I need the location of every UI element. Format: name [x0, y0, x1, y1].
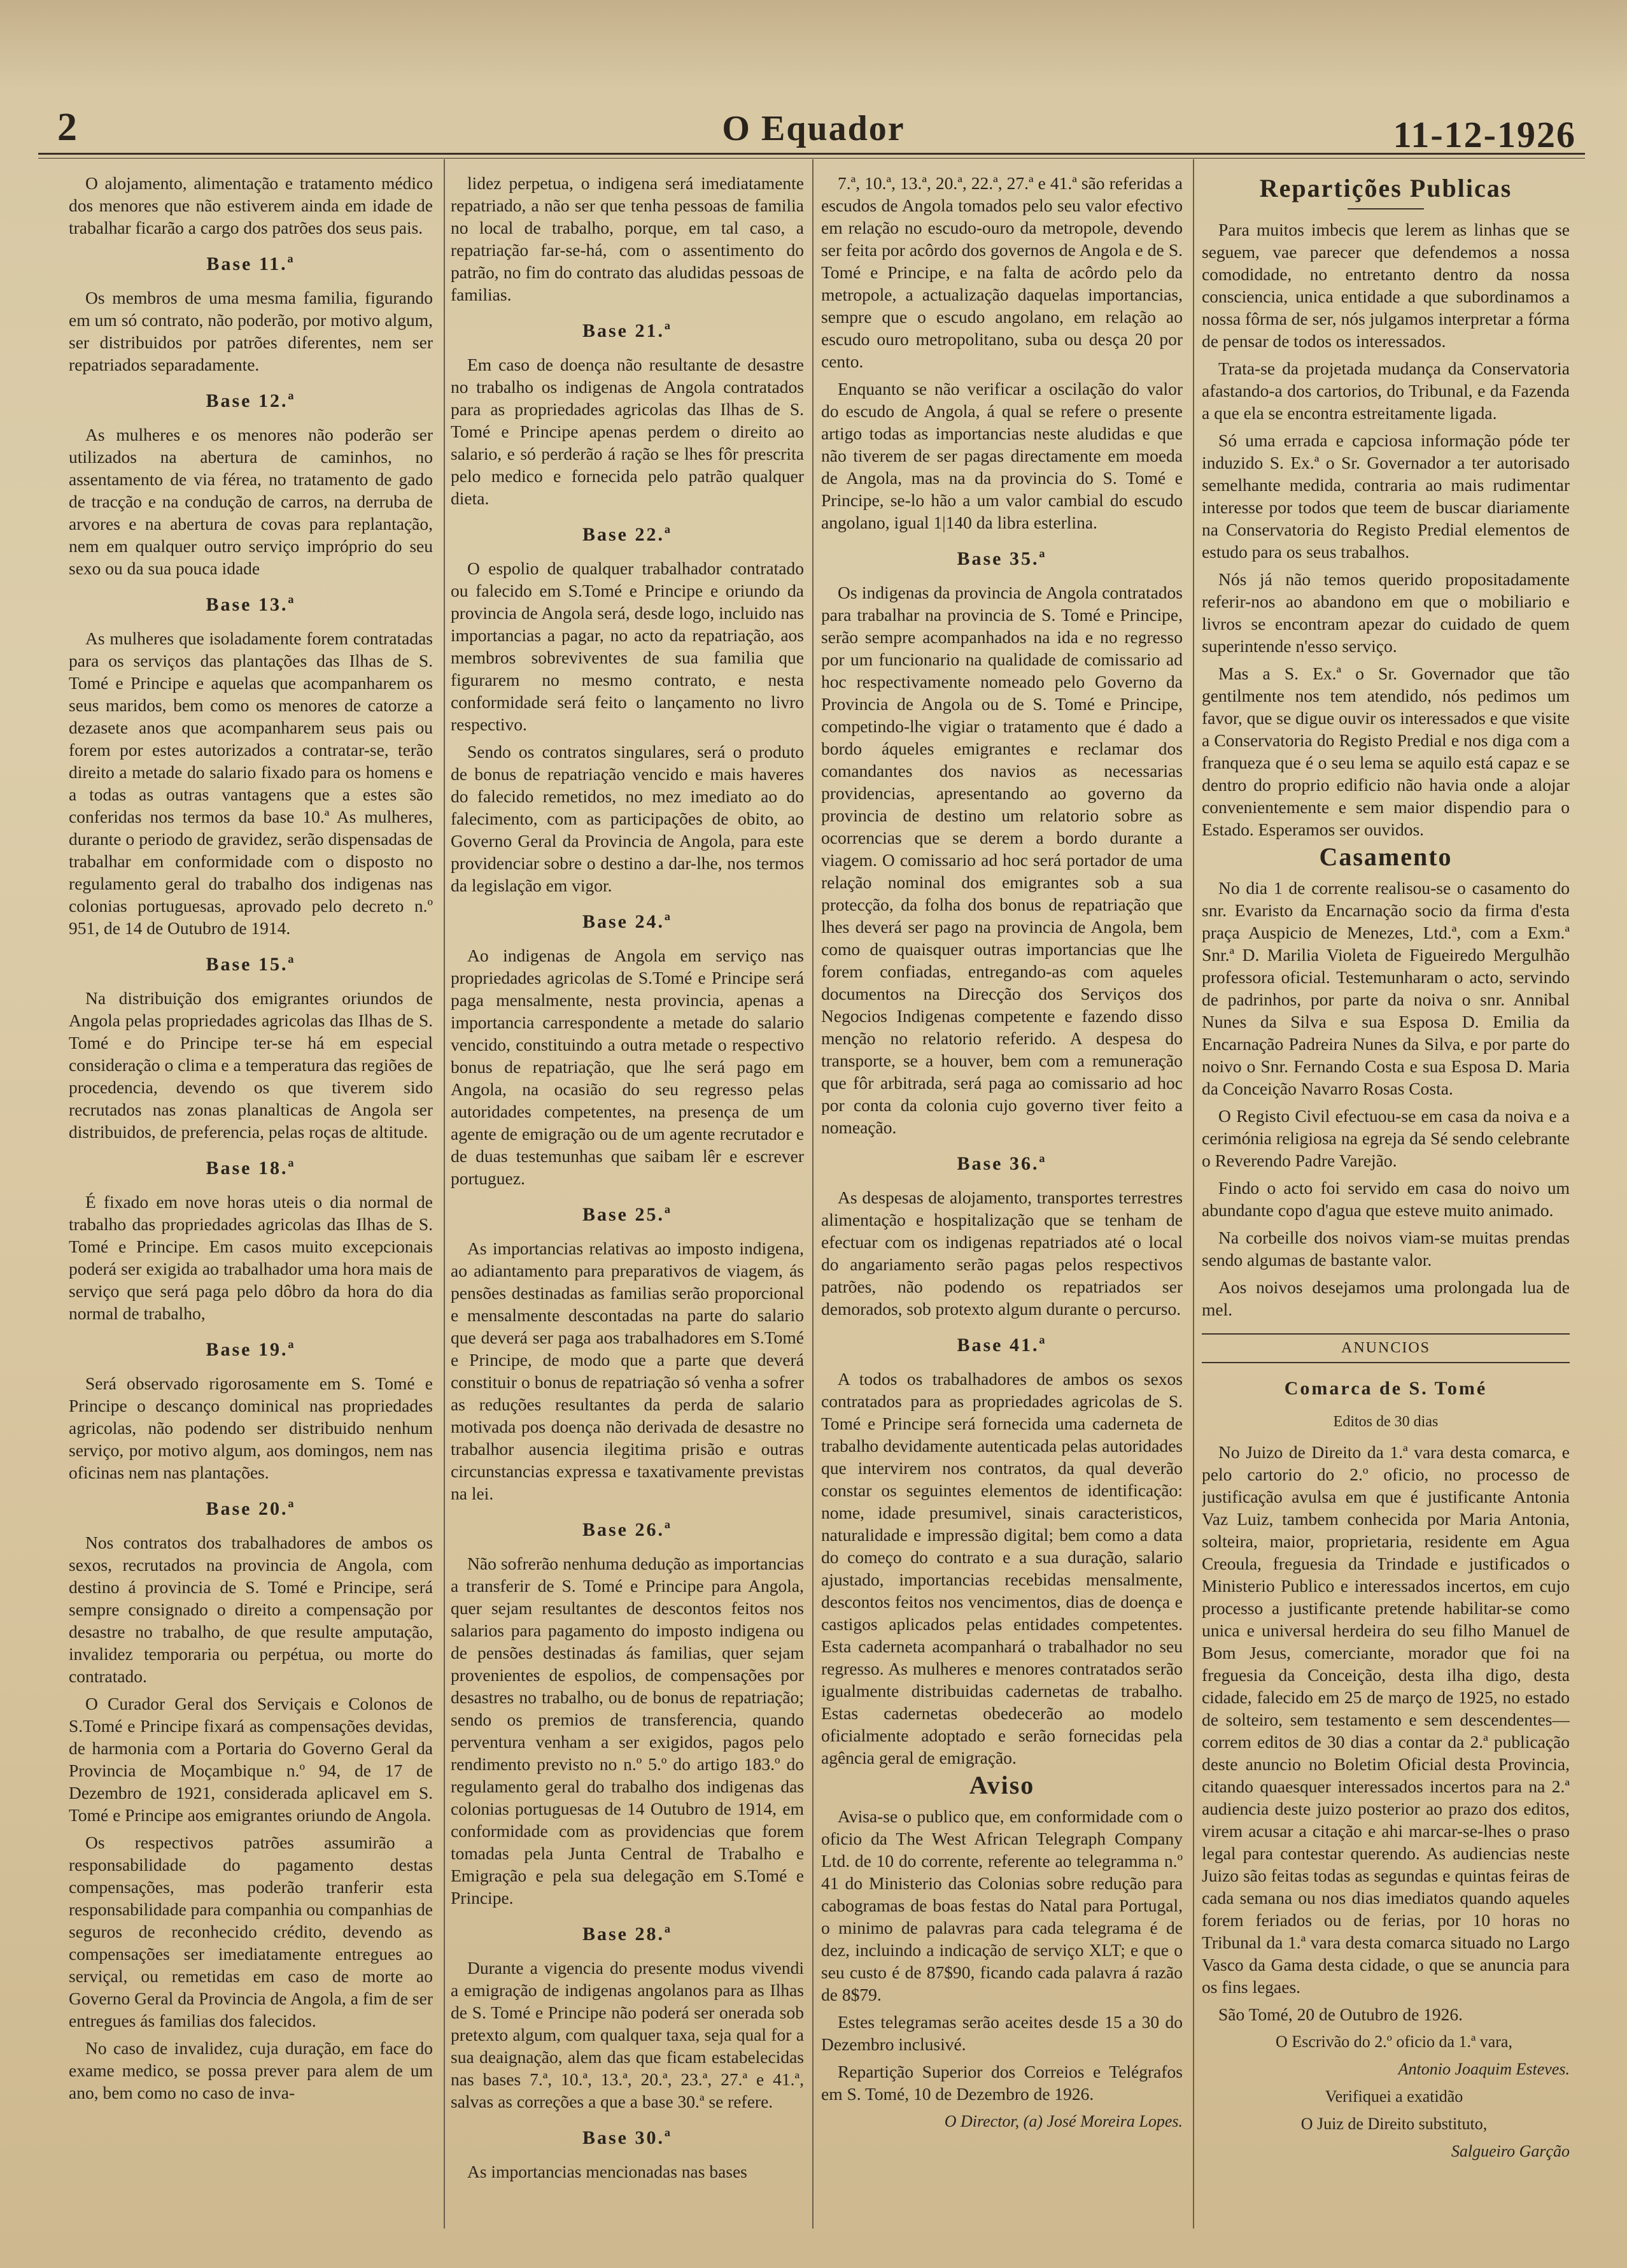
editos-subtitle: Editos de 30 dias: [1333, 1414, 1439, 1430]
column-4: [1202, 172, 1570, 2209]
section-title: Aviso: [969, 1771, 1035, 1799]
paragraph: Não sofrerão nenhuma dedução as importancias a transferir de S. Tomé e Principe para Angola, quer sejam resultantes de descontos feitos nos salarios para pagamento do imposto indigena ou de pensões destinadas ás familias, quer sejam provenientes de espolios, de compensações por desastres no trabalho, ou de bonus de repatriação; sendo os premios de transferencia, quando perventura venham a ser exigidos, pagos pelo rendimento previsto no n.º 5.º do artigo 183.º do regulamento geral do trabalho dos indigenas das colonias portuguesas de 14 Outubro de 1914, em conformidade com as providencias que forem tomadas pela Junta Central de Trabalho e Emigração e pela sua delegação em S.Tomé e Principe.: [451, 1554, 804, 1908]
paragraph: A todos os trabalhadores de ambos os sexos contratados para as propriedades agricolas de S. Tomé e Principe será fornecida uma caderneta de trabalho devidamente autenticada pelas autoridades que intervirem nos contratos, da qual deverão constar os seguintes elementos de identificação: nome, idade presumivel, sinais caracteristicos, naturalidade e impressão digital; bem como a data do começo do contrato e a sua duração, salario ajustado, importancias recebidas mensalmente, descontos feitos nos vencimentos, dias de doença e castigos aplicados pelas entidades competentes. Esta caderneta acompanhará o trabalhador no seu regresso. As mulheres e menores contratados serão igualmente distribuidas cadernetas de trabalho. Estas cadernetas obedecerão ao modelo oficialmente adoptado e serão fornecidas pela agência geral de emigração.: [821, 1369, 1183, 1768]
paragraph: lidez perpetua, o indigena será imediatamente repatriado, a não ser que tenha pessoas de familia no local de trabalho, porque, em tal caso, a repatriação far-se-há, com o assentimento do patrão, no fim do contrato das aludidas pessoas de familias.: [451, 173, 804, 304]
paragraph: O alojamento, alimentação e tratamento médico dos menores que não estiverem ainda em idade de trabalhar ficarão a cargo dos patrões dos seus pais.: [69, 173, 433, 237]
signature: Antonio Joaquim Esteves.: [1398, 2060, 1570, 2078]
paragraph: Repartição Superior dos Correios e Telégrafos em S. Tomé, 10 de Dezembro de 1926.: [821, 2062, 1183, 2104]
column-3: [821, 172, 1183, 2209]
paragraph: As mulheres que isoladamente forem contratadas para os serviços das plantações das Ilhas de S. Tomé e Principe e aquelas que acompanharem os seus maridos, bem como os menores de catorze a dezasete anos que acompanharem seus pais ou forem por estes autorizados a contratar-se, terão direito a metade do salario fixado para os homens e a todas as outras vantagens que a estes são conferidas nos termos da base 10.ª As mulheres, durante o periodo de gravidez, serão dispensadas de trabalhar em conformidade com o disposto no regulamento geral do trabalho dos indigenas nas colonias portuguesas, aprovado pelo decreto n.º 951, de 14 de Outubro de 1914.: [69, 628, 433, 938]
paragraph: O Curador Geral dos Serviçais e Colonos de S.Tomé e Principe fixará as compensações devidas, de harmonia com a Portaria do Governo Geral da Provincia de Moçambique n.º 94, de 17 de Dezembro de 1921, considerada aplicavel em S. Tomé e Principe aos emigrantes oriundo de Angola.: [69, 1694, 433, 1825]
section-heading: Base 36.ª: [957, 1153, 1047, 1174]
signature: Salgueiro Garção: [1451, 2142, 1570, 2160]
paragraph: Enquanto se não verificar a oscilação do valor do escudo de Angola, á qual se refere o presente artigo todas as importancias neste aludidas e que não tiverem de ser pagas directamente em moeda de Angola, mas na da provincia do S. Tomé e Principe, se-lo hão a um valor cambial do escudo angolano, igual 1|140 da libra esterlina.: [821, 379, 1183, 532]
paragraph: As importancias relativas ao imposto indigena, ao adiantamento para preparativos de viagem, ás pensões destinadas as familias serão proporcional e mensalmente descontadas na parte do salario que deverá ser paga aos trabalhadores em S.Tomé e Principe, de modo que a parte que deverá constituir o bonus de repatriação só venha a sofrer as reduções resultantes da perda de salario motivada pos doença não derivada de desastre no trabalhor ausencia ilegitima prisão e outras circunstancias expressa e taxativamente previstas na lei.: [451, 1238, 804, 1503]
section-heading: Comarca de S. Tomé: [1284, 1378, 1488, 1399]
column-2: [451, 172, 804, 2209]
section-title: Repartições Publicas: [1259, 174, 1512, 202]
paragraph: São Tomé, 20 de Outubro de 1926.: [1218, 2004, 1463, 2024]
paragraph: Aos noivos desejamos uma prolongada lua de mel.: [1202, 1277, 1570, 1319]
paragraph: Avisa-se o publico que, em conformidade com o oficio da The West African Telegraph Company Ltd. de 10 do corrente, referente ao telegramma n.º 41 do Ministerio das Colonias sobre redução para cabogramas de boas festas do Natal para Portugal, o minimo de palavras para cada telegrama é de dez, incluindo a indicação de serviço XLT; e que o seu custo é de 87$90, ficando cada palavra á razão de 8$79.: [821, 1806, 1183, 2004]
section-title: Casamento: [1319, 842, 1453, 871]
section-heading: Base 25.ª: [582, 1204, 672, 1225]
header-rule-thin: [38, 158, 1585, 159]
section-heading: Base 20.ª: [206, 1498, 296, 1519]
paragraph: Os membros de uma mesma familia, figurando em um só contrato, não poderão, por motivo algum, ser distribuidos por patrões diferentes, nem ser repatriados separadamente.: [69, 288, 433, 374]
paragraph: Os respectivos patrões assumirão a responsabilidade do pagamento destas compensações, mas poderão tranferir esta responsabilidade para companhia ou companhias de seguros de reconhecido crédito, devendo as compensações ser imediatamente entregues ao serviçal, ou remetidas em caso de morte ao Governo Geral da Provincia de Angola, a fim de ser entregues ás familias dos falecidos.: [69, 1832, 433, 2031]
paragraph: Ao indigenas de Angola em serviço nas propriedades agricolas de S.Tomé e Principe será paga mensalmente, nesta provincia, apenas a importancia carrespondente a metade do salario vencido, constituindo a outra metade o respectivo bonus de repatriação, que lhe será pago em Angola, na ocasião do seu regresso pelas autoridades competentes, na presença de um agente de emigração ou de um agente recrutador e de duas testemunhas que saibam lêr e escrever portuguez.: [451, 946, 804, 1188]
paragraph: Findo o acto foi servido em casa do noivo um abundante copo d'agua que esteve muito animado.: [1202, 1178, 1570, 1220]
section-heading: Base 19.ª: [206, 1339, 296, 1360]
section-heading: Base 21.ª: [582, 320, 672, 341]
paragraph: Na distribuição dos emigrantes oriundos de Angola pelas propriedades agricolas das Ilhas de S. Tomé e do Principe ter-se há em especial consideração o clima e a temperatura das regiões de procedencia, devendo os que tiverem sido recrutados nas zonas planalticas de Angola ser distribuidos, de preferencia, pelas roças de altitude.: [69, 988, 433, 1142]
paragraph: Em caso de doença não resultante de desastre no trabalho os indigenas de Angola contratados para as propriedades agricolas das Ilhas de S. Tomé e Principe apenas perdem o direito ao salario, e só perderão á ração se lhes fôr prescrita pelo medico e fornecida pelo patrão qualquer dieta.: [451, 355, 804, 508]
section-heading: Base 28.ª: [582, 1924, 672, 1945]
section-heading: Base 15.ª: [206, 954, 296, 975]
column-rule-2: [812, 159, 814, 2229]
short-rule: [1348, 208, 1424, 209]
page-stain: [0, 0, 1627, 89]
section-label: ANUNCIOS: [1202, 1333, 1570, 1363]
paragraph: Estes telegramas serão aceites desde 15 a 30 do Dezembro inclusivé.: [821, 2012, 1183, 2054]
section-heading: Base 22.ª: [582, 524, 672, 545]
paragraph: Só uma errada e capciosa informação póde ter induzido S. Ex.ª o Sr. Governador a ter autorisado semelhante medida, contraria ao mais rudimentar interesse por todos que teem de buscar diariamente na Conservatoria do Registo Predial elementos de estudo para os seus trabalhos.: [1202, 430, 1570, 562]
paragraph: Nós já não temos querido propositadamente referir-nos ao abandono em que o mobiliario e livros se encontram apezar do cuidado de quem superintende n'esso serviço.: [1202, 569, 1570, 656]
header-rule: [38, 153, 1585, 155]
newspaper-title: O Equador: [722, 109, 905, 148]
paragraph: Durante a vigencia do presente modus vivendi a emigração de indigenas angolanos para as Ilhas de S. Tomé e Principe não poderá ser onerada sob pretexto algum, com qualquer taxa, seja qual for a sua deaignação, alem das que ficam estabelecidas nas bases 7.ª, 10.ª, 13.ª, 20.ª, 23.ª, 27.ª e 41.ª, salvas as correções a que a base 30.ª se refere.: [451, 1958, 804, 2111]
paragraph: Para muitos imbecis que lerem as linhas que se seguem, vae parecer que defendemos a nossa comodidade, no entretanto dentro da nossa consciencia, unica entidade a que subordinamos a nossa fôrma de ser, nós julgamos interpretar a fórma de pensar de todos os interessados.: [1202, 220, 1570, 351]
section-heading: Base 35.ª: [957, 548, 1047, 569]
centered-line: O Juiz de Direito substituto,: [1300, 2115, 1488, 2133]
paragraph: Sendo os contratos singulares, será o produto de bonus de repatriação vencido e mais haveres do falecido remetidos, no mez imediato ao do falecimento, com as participações de obito, ao Governo Geral da Provincia de Angola, para este providenciar sobre o destino a dar-lhe, nos termos da legislação em vigor.: [451, 742, 804, 895]
paragraph: O Registo Civil efectuou-se em casa da noiva e a cerimónia religiosa na egreja da Sé sendo celebrante o Reverendo Padre Varejão.: [1202, 1106, 1570, 1170]
centered-line: Verifiquei a exatidão: [1325, 2087, 1463, 2106]
section-heading: Base 41.ª: [957, 1335, 1047, 1356]
paragraph: 7.ª, 10.ª, 13.ª, 20.ª, 22.ª, 27.ª e 41.ª são referidas a escudos de Angola tomados pelo seu valor efectivo em relação no escudo-ouro da metropole, devendo ser feita por acôrdo dos governos de Angola e de S. Tomé e Principe, e na falta de acôrdo pelo da metropole, a actualização daquelas importancias, sempre que o escudo angolano, em relação ao escudo ouro metropolitano, suba ou desça 20 por cento.: [821, 173, 1183, 371]
signature: O Director, (a) José Moreira Lopes.: [944, 2112, 1183, 2130]
paragraph: Os indigenas da provincia de Angola contratados para trabalhar na provincia de S. Tomé e Principe, serão sempre acompanhados na ida e no regresso por um funcionario na qualidade de comissario ad hoc respectivamente nomeado pelo Governo da Provincia de Angola ou de S. Tomé e Principe, competindo-lhe vigiar o tratamento que é dado a bordo áqueles emigrantes e reclamar dos comandantes dos navios as necessarias providencias, apresentando ao governo da provincia de destino um relatorio sobre as ocorrencias que se derem a bordo durante a viagem. O comissario ad hoc será portador de uma relação nominal dos emigrantes sob a sua protecção, da folha dos bonus de repatriação que lhes deverá ser pago na provincia de Angola, bem como de quaisquer outras importancias que lhe forem confiadas, entregando-as com aqueles documentos na Direcção dos Serviços dos Negocios Indigenas competente e fazendo disso menção no relatorio referido. A despesa do transporte, se a houver, bem com a remuneração que fôr arbitrada, será paga ao comissario ad hoc por conta da colonia cujo governo tiver feito a nomeação.: [821, 583, 1183, 1137]
column-rule-1: [444, 159, 445, 2229]
paragraph: As mulheres e os menores não poderão ser utilizados na abertura de caminhos, no assentamento de via férea, no tratamento de gado de tracção e na condução de carros, na derruba de arvores e na abertura de covas para replantação, nem em qualquer outro serviço impróprio do seu sexo ou da sua pouca idade: [69, 425, 433, 578]
column-1: [69, 172, 433, 2209]
issue-date: 11-12-1926: [1393, 114, 1576, 155]
paragraph: É fixado em nove horas uteis o dia normal de trabalho das propriedades agricolas das Ilhas de S. Tomé e Principe. Em casos muito excepcionais poderá ser exigida ao trabalhador uma hora mais de serviço que será paga pelo dôbro da hora do dia normal de trabalho,: [69, 1192, 433, 1323]
paragraph: Será observado rigorosamente em S. Tomé e Principe o descanço dominical nas propriedades agricolas, não podendo ser distribuido nenhum serviço, por motivo algum, aos domingos, nem nas oficinas nem nas plantações.: [69, 1373, 433, 1482]
section-heading: Base 30.ª: [582, 2127, 672, 2148]
section-heading: Base 24.ª: [582, 911, 672, 932]
paragraph: As despesas de alojamento, transportes terrestres alimentação e hospitalização que se tenham de efectuar com os indigenas repatriados até o local do angariamento serão pagas pelos respectivos patrões, não podendo os repatriados ser demorados, sob protexto algum durante o percurso.: [821, 1187, 1183, 1319]
paragraph: As importancias mencionadas nas bases: [467, 2162, 747, 2181]
paragraph: No Juizo de Direito da 1.ª vara desta comarca, e pelo cartorio do 2.º oficio, no processo de justificação avulsa em que é justificante Antonia Vaz Luiz, tambem conhecida por Maria Antonia, solteira, maior, proprietaria, residente em Agua Creoula, freguesia da Trindade e justificados o Ministerio Publico e interessados incertos, em cujo processo a justificante pretende habilitar-se como unica e universal herdeira do seu filho Manuel de Bom Jesus, comerciante, morador que foi na freguesia da Conceição, desta ilha digo, desta cidade, falecido em 25 de março de 1925, no estado de solteiro, sem testamento e sem descendentes—correm editos de 30 dias a contar da 2.ª publicação deste anuncio no Boletim Oficial desta Provincia, citando quaesquer interessados incertos para na 2.ª audiencia deste juizo posterior ao prazo dos editos, virem acusar a citação e ahi marcar-se-lhes o praso legal para contestar querendo. As audiencias neste Juizo são feitas todas as segundas e quintas feiras de cada semana ou nos dias imediatos quando aqueles forem feriados ou de ferias, por 10 horas no Tribunal da 1.ª vara desta comarca situado no Largo Vasco da Gama desta cidade, o que se anuncia para os fins legaes.: [1202, 1442, 1570, 1997]
paragraph: Na corbeille dos noivos viam-se muitas prendas sendo algumas de bastante valor.: [1202, 1228, 1570, 1270]
paragraph: No dia 1 de corrente realisou-se o casamento do snr. Evaristo da Encarnação socio da firma d'esta praça Auspicio de Menezes, Ltd.ª, com a Exm.ª Snr.ª D. Marilia Violeta de Figueiredo Mergulhão professora oficial. Testemunharam o acto, servindo de padrinhos, por parte da noiva o snr. Annibal Nunes da Silva e sua Esposa D. Emilia da Encarnação Padreira Nunes da Silva, e por parte do noivo o Snr. Fernando Costa e sua Esposa D. Maria da Conceição Navarro Rosas Costa.: [1202, 878, 1570, 1098]
paragraph: No caso de invalidez, cuja duração, em face do exame medico, se possa prever para alem de um ano, bem como no caso de inva-: [69, 2038, 433, 2102]
paragraph: O espolio de qualquer trabalhador contratado ou falecido em S.Tomé e Principe e oriundo da provincia de Angola será, desde logo, incluido nas importancias a pagar, no acto da repatriação, aos membros sobreviventes de sua familia que figurarem no mesmo contrato, e nesta conformidade será feito o lançamento no livro respectivo.: [451, 558, 804, 734]
page-number: 2: [57, 106, 77, 149]
section-heading: Base 13.ª: [206, 594, 296, 615]
column-rule-3: [1193, 159, 1194, 2229]
paragraph: Trata-se da projetada mudança da Conservatoria afastando-a dos cartorios, do Tribunal, e da Fazenda a que ela se encontra estreitamente ligada.: [1202, 358, 1570, 423]
paragraph: Mas a S. Ex.ª o Sr. Governador que tão gentilmente nos tem atendido, nós pedimos um favor, que se digue ouvir os interessados e que visite a Conservatoria do Registo Predial e nos diga com a franqueza que é o seu lema se aquilo está capaz e se dentro do proprio edificio não havia onde a alojar convenientemente e sem maior dispendio para o Estado. Esperamos ser ouvidos.: [1202, 663, 1570, 839]
section-heading: Base 11.ª: [206, 253, 295, 274]
section-heading: Base 26.ª: [582, 1519, 672, 1540]
paragraph: Nos contratos dos trabalhadores de ambos os sexos, recrutados na provincia de Angola, com destino á provincia de S. Tomé e Principe, será sempre consignado o direito a compensação por desastre no trabalho, de que resulte amputação, invalidez temporaria ou perpétua, ou morte do contratado.: [69, 1533, 433, 1686]
centered-line: O Escrivão do 2.º oficio da 1.ª vara,: [1276, 2032, 1512, 2051]
section-heading: Base 12.ª: [206, 390, 296, 411]
section-heading: Base 18.ª: [206, 1158, 296, 1179]
